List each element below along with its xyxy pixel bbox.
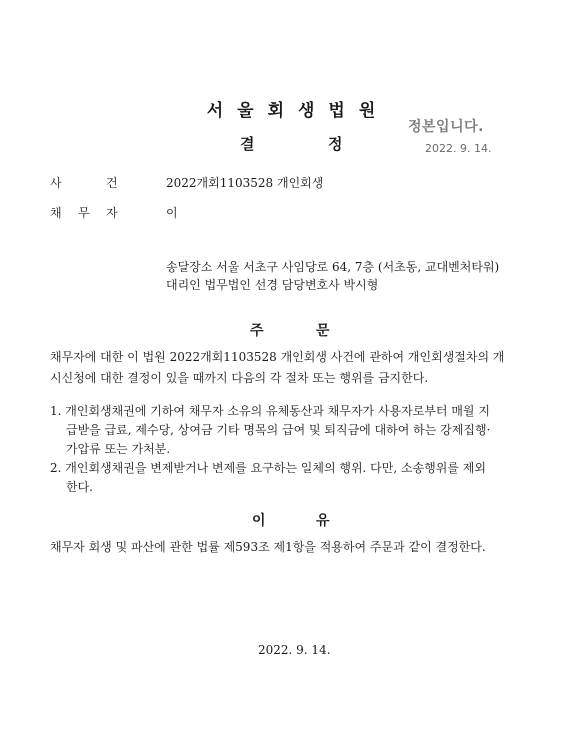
court-name: 서울회생법원: [206, 101, 390, 121]
debtor-label-char-3: 자: [106, 206, 118, 220]
order-item-2-line-2: 한다.: [66, 480, 93, 494]
reason-text: 채무자 회생 및 파산에 관한 법률 제593조 제1항을 적용하여 주문과 같이 결정한다.: [50, 540, 486, 554]
debtor-label-char-1: 채: [50, 206, 62, 220]
debtor-name: 이: [166, 206, 178, 220]
order-item-1-line-1: 1. 개인회생채권에 기하여 채무자 소유의 유체동산과 채무자가 사용자로부터 매월 지: [50, 404, 490, 418]
reason-title-char-2: 유: [316, 513, 330, 529]
case-label-char-1: 사: [50, 176, 62, 190]
order-item-2-line-1: 2. 개인회생채권을 변제받거나 변제를 요구하는 일체의 행위. 다만, 소송행위를 제외: [50, 461, 486, 475]
document-kind-second-char: 정: [328, 135, 343, 153]
legal-representative: 대리인 법무법인 선경 담당변호사 박시형: [166, 278, 379, 292]
order-text-line-1: 채무자에 대한 이 법원 2022개회1103528 개인회생 사건에 관하여 개인회생절차의 개: [50, 350, 505, 364]
debtor-label-char-2: 무: [78, 206, 90, 220]
certified-copy-stamp: 정본입니다.: [408, 119, 484, 135]
decision-date: 2022. 9. 14.: [258, 643, 331, 657]
order-item-1-line-3: 가압류 또는 가처분.: [66, 442, 171, 456]
reason-title-char-1: 이: [252, 513, 266, 529]
document-kind-first-char: 결: [240, 135, 255, 153]
order-item-1-line-2: 급받을 급료, 제수당, 상여금 기타 명목의 급여 및 퇴직금에 대하여 하는 강제집행·: [66, 423, 491, 437]
case-label-char-2: 건: [106, 176, 118, 190]
case-number: 2022개회1103528 개인회생: [166, 176, 324, 190]
stamp-date: 2022. 9. 14.: [425, 142, 492, 155]
service-address: 송달장소 서울 서초구 사임당로 64, 7층 (서초동, 교대벤처타워): [166, 260, 500, 274]
order-text-line-2: 시신청에 대한 결정이 있을 때까지 다음의 각 절차 또는 행위를 금지한다.: [50, 371, 429, 385]
order-title-char-1: 주: [250, 323, 264, 339]
order-title-char-2: 문: [316, 323, 330, 339]
